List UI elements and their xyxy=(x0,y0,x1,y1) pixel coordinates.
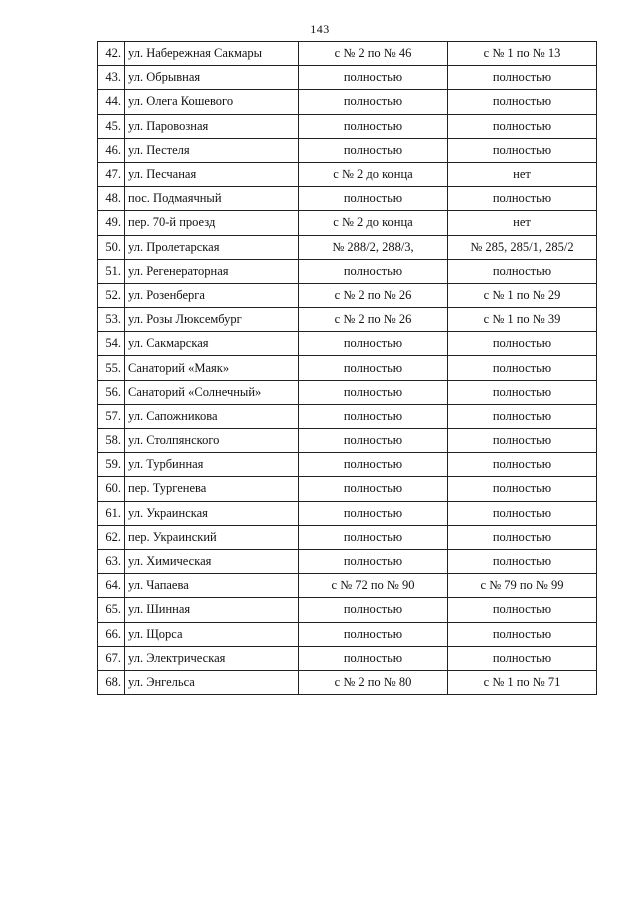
odd-side-cell: с № 1 по № 71 xyxy=(448,670,597,694)
table-row xyxy=(98,574,597,598)
even-side-cell: с № 72 по № 90 xyxy=(299,574,448,598)
even-side-cell: полностью xyxy=(299,598,448,622)
table-row xyxy=(98,308,597,332)
row-number-cell: 45. xyxy=(98,114,125,138)
odd-side-cell: полностью xyxy=(448,622,597,646)
odd-side-cell: полностью xyxy=(448,429,597,453)
table-row xyxy=(98,453,597,477)
table-row xyxy=(98,646,597,670)
odd-side-cell: полностью xyxy=(448,525,597,549)
row-number-cell: 55. xyxy=(98,356,125,380)
table-row xyxy=(98,114,597,138)
row-number-cell: 42. xyxy=(98,42,125,66)
even-side-cell: с № 2 по № 26 xyxy=(299,283,448,307)
odd-side-cell: полностью xyxy=(448,259,597,283)
even-side-cell: с № 2 по № 80 xyxy=(299,670,448,694)
even-side-cell: полностью xyxy=(299,549,448,573)
odd-side-cell: с № 1 по № 29 xyxy=(448,283,597,307)
street-name-cell: пер. 70-й проезд xyxy=(125,211,299,235)
table-row xyxy=(98,42,597,66)
even-side-cell: полностью xyxy=(299,380,448,404)
street-name-cell: ул. Обрывная xyxy=(125,66,299,90)
odd-side-cell: с № 1 по № 13 xyxy=(448,42,597,66)
street-name-cell: ул. Набережная Сакмары xyxy=(125,42,299,66)
even-side-cell: полностью xyxy=(299,138,448,162)
street-name-cell: ул. Пролетарская xyxy=(125,235,299,259)
row-number-cell: 50. xyxy=(98,235,125,259)
page-number: 143 xyxy=(310,22,330,36)
street-name-cell: ул. Турбинная xyxy=(125,453,299,477)
street-name-cell: ул. Энгельса xyxy=(125,670,299,694)
street-name-cell: ул. Регенераторная xyxy=(125,259,299,283)
table-row xyxy=(98,549,597,573)
street-name-cell: ул. Розенберга xyxy=(125,283,299,307)
table-row xyxy=(98,66,597,90)
street-name-cell: ул. Олега Кошевого xyxy=(125,90,299,114)
odd-side-cell: полностью xyxy=(448,453,597,477)
table-row xyxy=(98,332,597,356)
even-side-cell: с № 2 до конца xyxy=(299,211,448,235)
street-name-cell: пер. Украинский xyxy=(125,525,299,549)
street-name-cell: Санаторий «Солнечный» xyxy=(125,380,299,404)
row-number-cell: 51. xyxy=(98,259,125,283)
row-number-cell: 58. xyxy=(98,429,125,453)
even-side-cell: полностью xyxy=(299,187,448,211)
even-side-cell: полностью xyxy=(299,332,448,356)
table-row xyxy=(98,356,597,380)
row-number-cell: 52. xyxy=(98,283,125,307)
table-row xyxy=(98,380,597,404)
even-side-cell: № 288/2, 288/3, xyxy=(299,235,448,259)
table-row xyxy=(98,598,597,622)
odd-side-cell: полностью xyxy=(448,66,597,90)
odd-side-cell: с № 79 по № 99 xyxy=(448,574,597,598)
row-number-cell: 66. xyxy=(98,622,125,646)
odd-side-cell: полностью xyxy=(448,356,597,380)
street-name-cell: ул. Песчаная xyxy=(125,162,299,186)
street-name-cell: пер. Тургенева xyxy=(125,477,299,501)
odd-side-cell: полностью xyxy=(448,477,597,501)
table-row xyxy=(98,404,597,428)
row-number-cell: 60. xyxy=(98,477,125,501)
table-row xyxy=(98,259,597,283)
street-name-cell: ул. Химическая xyxy=(125,549,299,573)
row-number-cell: 56. xyxy=(98,380,125,404)
street-name-cell: ул. Украинская xyxy=(125,501,299,525)
table-row xyxy=(98,138,597,162)
table-row xyxy=(98,211,597,235)
street-name-cell: Санаторий «Маяк» xyxy=(125,356,299,380)
streets-table xyxy=(97,41,597,695)
table-row xyxy=(98,187,597,211)
street-name-cell: ул. Сакмарская xyxy=(125,332,299,356)
street-name-cell: ул. Электрическая xyxy=(125,646,299,670)
odd-side-cell: полностью xyxy=(448,598,597,622)
table-row xyxy=(98,622,597,646)
table-row xyxy=(98,90,597,114)
odd-side-cell: нет xyxy=(448,211,597,235)
table-row xyxy=(98,670,597,694)
even-side-cell: полностью xyxy=(299,477,448,501)
odd-side-cell: нет xyxy=(448,162,597,186)
even-side-cell: полностью xyxy=(299,90,448,114)
street-name-cell: ул. Пестеля xyxy=(125,138,299,162)
row-number-cell: 65. xyxy=(98,598,125,622)
row-number-cell: 68. xyxy=(98,670,125,694)
row-number-cell: 49. xyxy=(98,211,125,235)
even-side-cell: полностью xyxy=(299,404,448,428)
even-side-cell: полностью xyxy=(299,429,448,453)
row-number-cell: 47. xyxy=(98,162,125,186)
table-row xyxy=(98,477,597,501)
odd-side-cell: полностью xyxy=(448,501,597,525)
odd-side-cell: полностью xyxy=(448,138,597,162)
odd-side-cell: полностью xyxy=(448,646,597,670)
table-row xyxy=(98,162,597,186)
odd-side-cell: полностью xyxy=(448,114,597,138)
street-name-cell: ул. Щорса xyxy=(125,622,299,646)
row-number-cell: 46. xyxy=(98,138,125,162)
even-side-cell: с № 2 по № 46 xyxy=(299,42,448,66)
street-name-cell: ул. Чапаева xyxy=(125,574,299,598)
street-name-cell: пос. Подмаячный xyxy=(125,187,299,211)
even-side-cell: полностью xyxy=(299,646,448,670)
table-row xyxy=(98,501,597,525)
row-number-cell: 61. xyxy=(98,501,125,525)
table-row xyxy=(98,283,597,307)
row-number-cell: 53. xyxy=(98,308,125,332)
odd-side-cell: полностью xyxy=(448,549,597,573)
odd-side-cell: полностью xyxy=(448,332,597,356)
table-row xyxy=(98,429,597,453)
even-side-cell: полностью xyxy=(299,453,448,477)
even-side-cell: с № 2 по № 26 xyxy=(299,308,448,332)
street-name-cell: ул. Шинная xyxy=(125,598,299,622)
street-name-cell: ул. Сапожникова xyxy=(125,404,299,428)
even-side-cell: полностью xyxy=(299,114,448,138)
street-name-cell: ул. Паровозная xyxy=(125,114,299,138)
odd-side-cell: с № 1 по № 39 xyxy=(448,308,597,332)
row-number-cell: 54. xyxy=(98,332,125,356)
streets-table-body xyxy=(98,42,597,695)
row-number-cell: 57. xyxy=(98,404,125,428)
odd-side-cell: полностью xyxy=(448,187,597,211)
even-side-cell: полностью xyxy=(299,525,448,549)
table-row xyxy=(98,525,597,549)
odd-side-cell: № 285, 285/1, 285/2 xyxy=(448,235,597,259)
row-number-cell: 44. xyxy=(98,90,125,114)
row-number-cell: 67. xyxy=(98,646,125,670)
even-side-cell: полностью xyxy=(299,259,448,283)
street-name-cell: ул. Столпянского xyxy=(125,429,299,453)
odd-side-cell: полностью xyxy=(448,404,597,428)
even-side-cell: с № 2 до конца xyxy=(299,162,448,186)
even-side-cell: полностью xyxy=(299,356,448,380)
table-row xyxy=(98,235,597,259)
row-number-cell: 64. xyxy=(98,574,125,598)
odd-side-cell: полностью xyxy=(448,380,597,404)
row-number-cell: 48. xyxy=(98,187,125,211)
row-number-cell: 62. xyxy=(98,525,125,549)
row-number-cell: 63. xyxy=(98,549,125,573)
row-number-cell: 59. xyxy=(98,453,125,477)
even-side-cell: полностью xyxy=(299,66,448,90)
row-number-cell: 43. xyxy=(98,66,125,90)
even-side-cell: полностью xyxy=(299,501,448,525)
odd-side-cell: полностью xyxy=(448,90,597,114)
street-name-cell: ул. Розы Люксембург xyxy=(125,308,299,332)
even-side-cell: полностью xyxy=(299,622,448,646)
